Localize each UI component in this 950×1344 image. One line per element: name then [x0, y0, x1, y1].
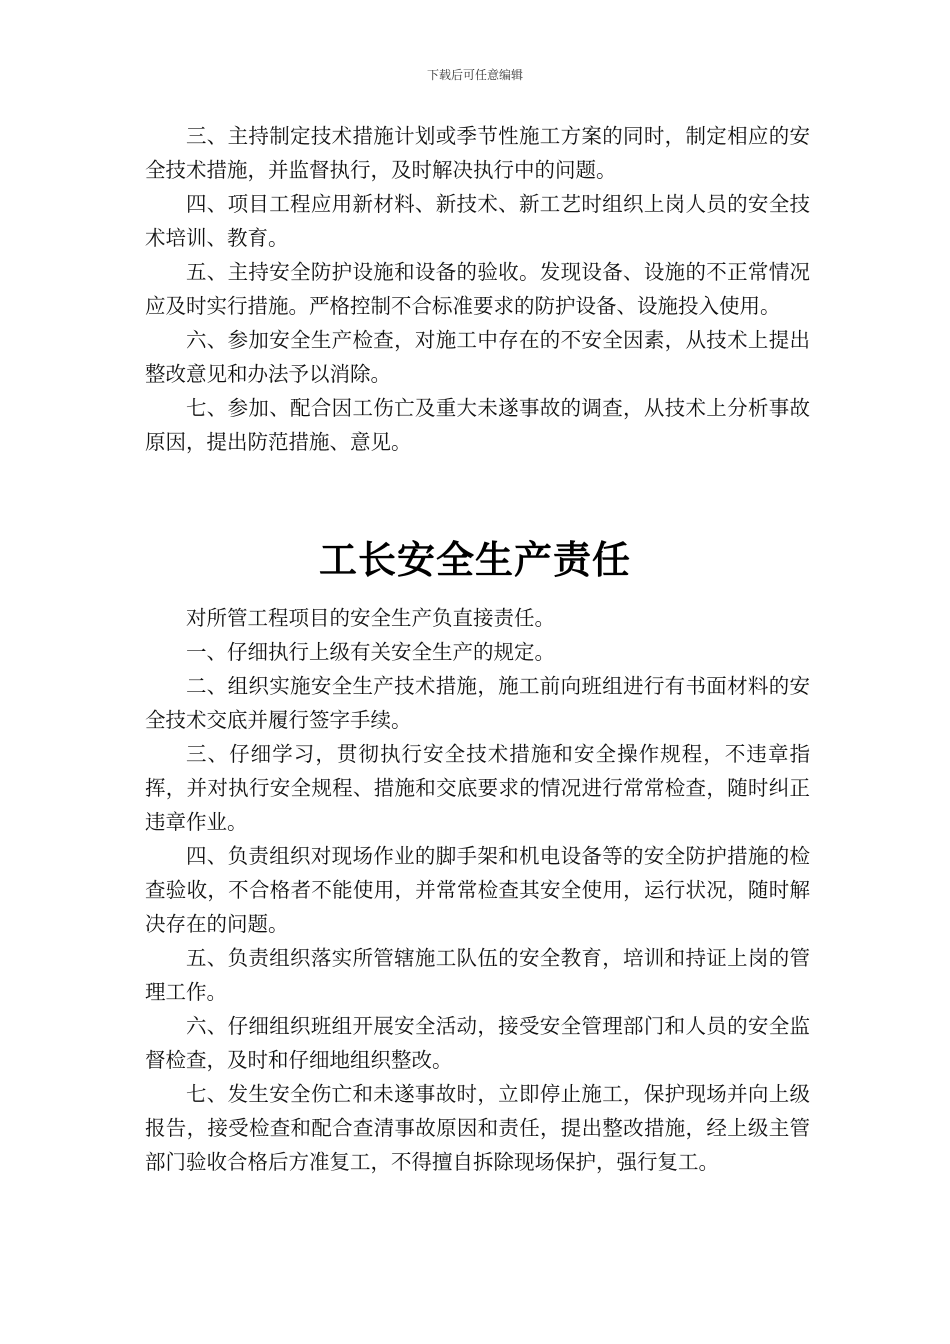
paragraph-intro: 对所管工程项目的安全生产负直接责任。: [186, 606, 555, 630]
paragraph-item-3: 三、仔细学习，贯彻执行安全技术措施和安全操作规程，不违章指挥，并对执行安全规程、措施和交底要求的情况进行常常检查，随时纠正违章作业。: [145, 742, 810, 834]
paragraph-item-6: 六、仔细组织班组开展安全活动，接受安全管理部门和人员的安全监督检查，及时和仔细地组织整改。: [145, 1014, 810, 1072]
responsibilities-continued: [145, 119, 810, 459]
paragraph-item-4: 四、负责组织对现场作业的脚手架和机电设备等的安全防护措施的检查验收，不合格者不能使用，并常常检查其安全使用，运行状况，随时解决存在的问题。: [145, 844, 810, 936]
paragraph-item-2: 二、组织实施安全生产技术措施，施工前向班组进行有书面材料的安全技术交底并履行签字手续。: [145, 674, 810, 732]
page-header-note: 下载后可任意编辑: [426, 68, 523, 82]
paragraph-item-4: 四、项目工程应用新材料、新技术、新工艺时组织上岗人员的安全技术培训、教育。: [145, 192, 810, 250]
section-title: 工长安全生产责任: [318, 538, 631, 582]
paragraph-item-1: 一、仔细执行上级有关安全生产的规定。: [186, 640, 555, 664]
foreman-responsibilities: [145, 601, 810, 1179]
paragraph-item-7: 七、参加、配合因工伤亡及重大未遂事故的调查，从技术上分析事故原因，提出防范措施、意见。: [145, 396, 810, 454]
paragraph-item-7: 七、发生安全伤亡和未遂事故时，立即停止施工，保护现场并向上级报告，接受检查和配合查清事故原因和责任，提出整改措施，经上级主管部门验收合格后方准复工，不得擅自拆除现场保护，强行复工。: [145, 1082, 810, 1174]
paragraph-item-5: 五、负责组织落实所管辖施工队伍的安全教育，培训和持证上岗的管理工作。: [145, 946, 810, 1004]
paragraph-item-6: 六、参加安全生产检查，对施工中存在的不安全因素，从技术上提出整改意见和办法予以消除。: [145, 328, 810, 386]
paragraph-item-5: 五、主持安全防护设施和设备的验收。发现设备、设施的不正常情况应及时实行措施。严格控制不合标准要求的防护设备、设施投入使用。: [145, 260, 810, 318]
paragraph-item-3: 三、主持制定技术措施计划或季节性施工方案的同时，制定相应的安全技术措施，并监督执行，及时解决执行中的问题。: [145, 124, 810, 182]
